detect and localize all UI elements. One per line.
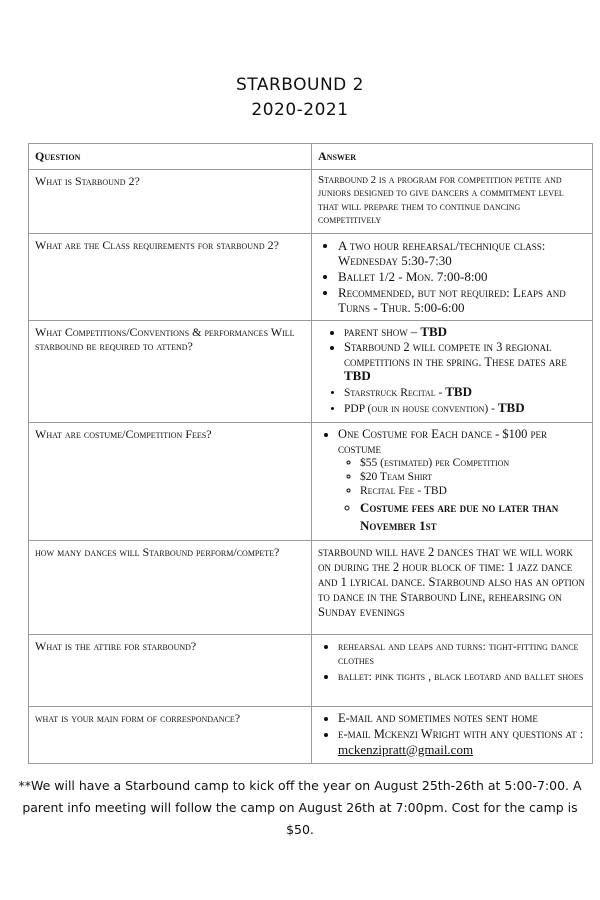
table-header-row <box>29 144 593 170</box>
camp-footnote: **We will have a Starbound camp to kick off the year on August 25th-26th at 5:00-7:00. A parent info meeting will follow the camp on August 26th at 7:00pm. Cost for the camp is $50. <box>18 778 582 837</box>
tbd-value: TBD <box>420 323 448 339</box>
answer-cell <box>312 422 593 540</box>
page-title: STARBOUND 2 <box>235 75 364 95</box>
answer-text: starbound will have 2 dances that we will work on during the 2 hour block of time: 1 jazz dance and 1 lyrical dance. Starbound also has an option to dance in the Starbound Line, rehearsing on Sunday evenings <box>318 544 585 619</box>
question-cell: what is your main form of correspondance? <box>29 706 312 763</box>
list-item: ◦ $55 (estimated) per Competition <box>360 457 586 470</box>
table-row <box>29 422 593 540</box>
table-row <box>29 540 593 634</box>
list-item: • e-mail Mckenzi Wright with any questions at : mckenzipratt@gmail.com <box>338 727 586 758</box>
tbd-value: TBD <box>344 368 371 383</box>
email-link[interactable]: mckenzipratt@gmail.com <box>338 741 474 757</box>
answer-cell <box>312 706 593 763</box>
list-item: • Starstruck Recital - TBD <box>344 385 586 401</box>
question-header: Question <box>29 144 312 170</box>
question-cell: What are costume/Competition Fees? <box>29 422 312 540</box>
list-item: • PDP (our in house convention) - TBD <box>344 401 586 417</box>
answer-cell <box>312 169 593 233</box>
question-cell: What Competitions/Conventions & performances Will starbound be required to attend? <box>29 320 312 422</box>
question-cell: What is Starbound 2? <box>29 169 312 233</box>
answer-cell <box>312 634 593 706</box>
season-subtitle: 2020-2021 <box>251 100 349 120</box>
question-cell: What are the Class requirements for starbound 2? <box>29 233 312 320</box>
tbd-value: TBD <box>445 383 472 399</box>
list-item: • Recommended, but not required: Leaps and Turns - Thur. 5:00-6:00 <box>338 285 586 315</box>
list-item: • A two hour rehearsal/technique class: Wednesday 5:30-7:30 <box>338 238 586 268</box>
list-item: • ballet: pink tights , black leotard and ballet shoes <box>338 669 586 684</box>
list-item: • Ballet 1/2 - Mon. 7:00-8:00 <box>338 269 586 284</box>
table-row <box>29 706 593 763</box>
answer-text: Starbound 2 is a program for competition petite and juniors designed to give dancers a commitment level that will prepare them to continue dancing competitively <box>318 173 564 226</box>
tbd-value: TBD <box>497 400 525 415</box>
list-item: • Starbound 2 will compete in 3 regional competitions in the spring. These dates are TBD <box>344 340 586 384</box>
answer-cell <box>312 320 593 422</box>
list-item: • E-mail and sometimes notes sent home <box>338 711 586 726</box>
answer-cell <box>312 233 593 320</box>
costume-deadline: ◦ Costume fees are due no later than November 1st <box>360 499 586 535</box>
table-row <box>29 634 593 706</box>
table-row <box>29 169 593 233</box>
question-cell: how many dances will Starbound perform/compete? <box>29 540 312 634</box>
table-row <box>29 320 593 422</box>
list-item: • One Costume for Each dance - $100 per costume ◦ $55 (estimated) per Competition ◦ $20 Team Shirt ◦ Recital Fee - TBD ◦ Costume fees are due no later than November 1st <box>338 427 586 535</box>
question-cell: What is the attire for starbound? <box>29 634 312 706</box>
table-row <box>29 233 593 320</box>
faq-table <box>28 143 593 764</box>
list-item: • rehearsal and leaps and turns: tight-fitting dance clothes <box>338 639 586 668</box>
answer-cell <box>312 540 593 634</box>
list-item: ◦ Recital Fee - TBD <box>360 485 586 498</box>
list-item: ◦ $20 Team Shirt <box>360 471 586 484</box>
list-item: • parent show – TBD <box>344 325 586 340</box>
answer-header: Answer <box>312 144 593 170</box>
